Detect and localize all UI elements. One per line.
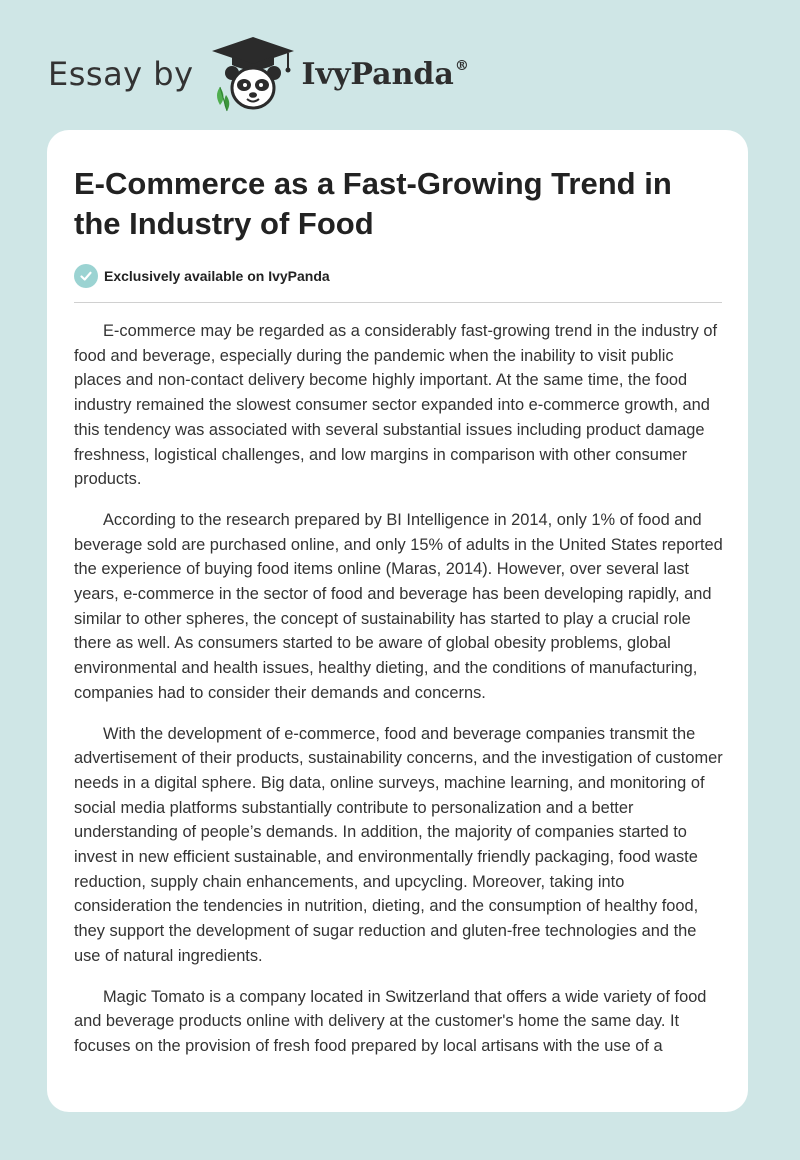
exclusive-badge-label: Exclusively available on IvyPanda bbox=[104, 268, 330, 284]
essay-body bbox=[74, 319, 725, 1075]
panda-graduate-logo-icon[interactable] bbox=[210, 35, 296, 113]
title-divider bbox=[74, 302, 722, 303]
exclusive-badge bbox=[74, 264, 330, 288]
site-header bbox=[48, 34, 469, 114]
brand-name[interactable]: IvyPanda® bbox=[301, 56, 469, 92]
paragraph: E-commerce may be regarded as a considerably fast-growing trend in the industry of food and beverage, especially during the pandemic when the inability to visit public places and non-contact delivery become highly important. At the same time, the food industry remained the slowest consumer sector expanded into e-commerce growth, and this tendency was associated with several substantial issues including product damage freshness, logistical challenges, and low margins in comparison with other consumer products. bbox=[74, 322, 718, 489]
paragraph: According to the research prepared by BI Intelligence in 2014, only 1% of food and beverage sold are purchased online, and only 15% of adults in the United States reported the experience of buying food items online (Maras, 2014). However, over several last years, e-commerce in the sector of food and beverage has been developing rapidly, and similar to other spheres, the concept of sustainability has started to play a crucial role there as well. As consumers started to be aware of global obesity problems, global environmental and health issues, healthy dieting, and the conditions of manufacturing, companies had to consider their demands and concerns. bbox=[74, 510, 723, 702]
registered-mark: ® bbox=[454, 57, 469, 74]
check-icon bbox=[74, 264, 98, 288]
essay-by-label: Essay by bbox=[48, 55, 194, 93]
paragraph: Magic Tomato is a company located in Switzerland that offers a wide variety of food and beverage products online with delivery at the customer's home the same day. It focuses on the provision of fresh food prepared by local artisans with the use of a bbox=[74, 987, 707, 1055]
paragraph: With the development of e-commerce, food and beverage companies transmit the advertisement of their products, sustainability concerns, and the investigation of customer needs in a digital sphere. Big data, online surveys, machine learning, and monitoring of social media platforms substantially contribute to personalization and a better understanding of people’s demands. In addition, the majority of companies started to invest in new efficient sustainable, and environmentally friendly packaging, food waste reduction, supply chain enhancements, and upcycling. Moreover, taking into consideration the tendencies in nutrition, dieting, and the consumption of healthy food, they support the development of sugar reduction and gluten-free technologies and the use of natural ingredients. bbox=[74, 724, 723, 965]
essay-title: E-Commerce as a Fast-Growing Trend in the Industry of Food bbox=[74, 166, 672, 241]
essay-card bbox=[47, 130, 748, 1112]
